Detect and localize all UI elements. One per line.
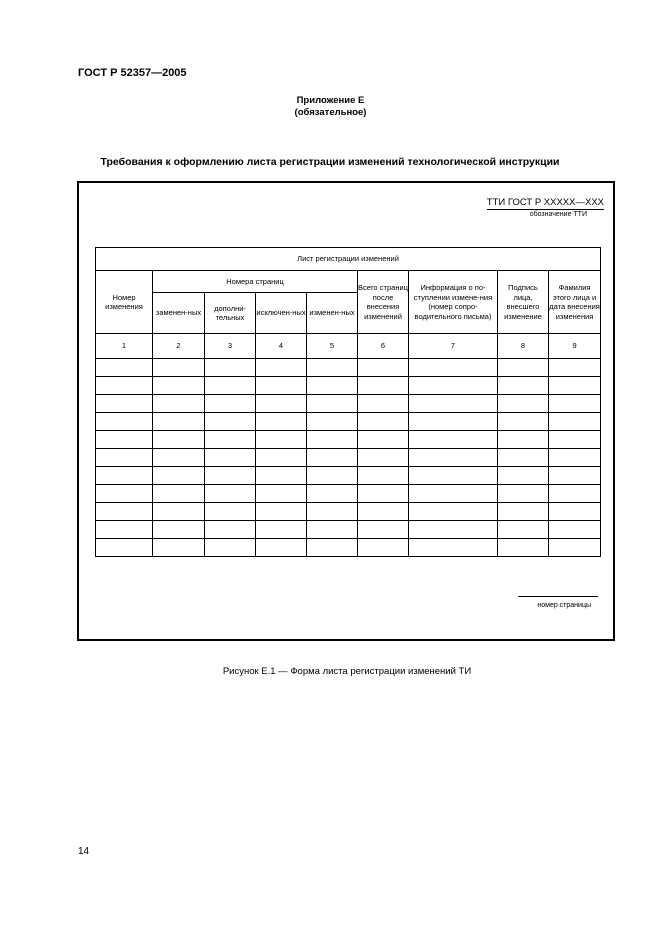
table-cell: [549, 449, 601, 467]
table-cell: [307, 521, 358, 539]
table-cell: [498, 359, 549, 377]
table-cell: [409, 521, 498, 539]
table-cell: [153, 377, 205, 395]
column-number: 8: [498, 334, 549, 359]
table-cell: [549, 359, 601, 377]
table-cell: [307, 539, 358, 557]
document-header: ГОСТ Р 52357—2005: [78, 67, 187, 79]
table-cell: [307, 413, 358, 431]
table-cell: [153, 521, 205, 539]
table-cell: [153, 467, 205, 485]
table-cell: [358, 413, 409, 431]
table-cell: [549, 413, 601, 431]
table-cell: [549, 521, 601, 539]
table-cell: [96, 431, 153, 449]
table-cell: [409, 449, 498, 467]
table-cell: [96, 377, 153, 395]
table-cell: [307, 449, 358, 467]
table-cell: [153, 485, 205, 503]
column-number: 5: [307, 334, 358, 359]
figure-caption: Рисунок Е.1 — Форма листа регистрации изменений ТИ: [222, 666, 472, 677]
table-cell: [358, 467, 409, 485]
column-number: 6: [358, 334, 409, 359]
table-cell: [256, 413, 307, 431]
table-cell: [256, 467, 307, 485]
page-number-caption: номер страницы: [537, 602, 591, 609]
table-cell: [549, 503, 601, 521]
table-cell: [409, 359, 498, 377]
table-cell: [409, 467, 498, 485]
table-cell: [498, 521, 549, 539]
table-cell: [205, 449, 256, 467]
table-row: [96, 467, 601, 485]
table-row: [96, 449, 601, 467]
form-frame: [77, 181, 615, 641]
table-cell: [205, 503, 256, 521]
col-change-number: Номер изменения: [96, 271, 153, 334]
table-row: [96, 377, 601, 395]
column-number: 7: [409, 334, 498, 359]
table-cell: [96, 395, 153, 413]
page-number: 14: [78, 846, 90, 857]
column-number: 1: [96, 334, 153, 359]
table-cell: [153, 503, 205, 521]
table-cell: [307, 359, 358, 377]
table-cell: [153, 449, 205, 467]
col-changed: изменен-ных: [307, 293, 358, 334]
table-cell: [549, 395, 601, 413]
table-cell: [205, 359, 256, 377]
table-cell: [358, 521, 409, 539]
table-row: [96, 395, 601, 413]
table-cell: [307, 395, 358, 413]
table-row: [96, 431, 601, 449]
table-cell: [358, 395, 409, 413]
col-excluded: исключен-ных: [256, 293, 307, 334]
registration-table: [95, 247, 601, 557]
col-info: Информация о по-ступлении измене-ния (номер сопро-водительного письма): [409, 271, 498, 334]
table-cell: [549, 485, 601, 503]
table-cell: [205, 521, 256, 539]
page-number-line: [518, 596, 598, 597]
table-cell: [549, 377, 601, 395]
col-name-date: Фамилия этого лица и дата внесения изменения: [549, 271, 601, 334]
table-cell: [409, 431, 498, 449]
table-cell: [153, 413, 205, 431]
table-cell: [205, 413, 256, 431]
requirements-title: Требования к оформлению листа регистрации изменений технологической инструкции: [100, 156, 560, 168]
table-cell: [256, 449, 307, 467]
col-total-pages: Всего страниц после внесения изменений: [358, 271, 409, 334]
table-cell: [153, 431, 205, 449]
table-cell: [358, 449, 409, 467]
col-signature: Подпись лица, внесшего изменение: [498, 271, 549, 334]
table-cell: [256, 359, 307, 377]
column-number: 4: [256, 334, 307, 359]
table-row: [96, 413, 601, 431]
appendix-title: Приложение Е: [296, 95, 365, 106]
table-cell: [96, 413, 153, 431]
table-cell: [498, 467, 549, 485]
table-cell: [498, 503, 549, 521]
table-cell: [358, 431, 409, 449]
table-cell: [96, 521, 153, 539]
col-pages-group: Номера страниц: [153, 271, 358, 293]
table-cell: [358, 485, 409, 503]
table-cell: [96, 449, 153, 467]
table-cell: [96, 539, 153, 557]
table-cell: [96, 467, 153, 485]
table-cell: [498, 377, 549, 395]
table-title: Лист регистрации изменений: [96, 248, 601, 271]
table-cell: [153, 395, 205, 413]
table-cell: [205, 467, 256, 485]
table-cell: [96, 485, 153, 503]
table-row: [96, 485, 601, 503]
table-cell: [205, 431, 256, 449]
table-cell: [256, 539, 307, 557]
appendix-status: (обязательное): [294, 107, 367, 118]
table-cell: [549, 539, 601, 557]
table-cell: [307, 431, 358, 449]
table-row: [96, 521, 601, 539]
table-cell: [96, 359, 153, 377]
column-number: 2: [153, 334, 205, 359]
table-cell: [409, 395, 498, 413]
table-cell: [409, 413, 498, 431]
col-added: дополни-тельных: [205, 293, 256, 334]
table-cell: [307, 485, 358, 503]
table-cell: [205, 377, 256, 395]
col-replaced: заменен-ных: [153, 293, 205, 334]
table-cell: [358, 503, 409, 521]
table-cell: [256, 521, 307, 539]
table-cell: [498, 413, 549, 431]
table-cell: [409, 485, 498, 503]
table-cell: [307, 467, 358, 485]
table-cell: [549, 467, 601, 485]
table-cell: [409, 539, 498, 557]
table-cell: [205, 395, 256, 413]
table-cell: [358, 539, 409, 557]
table-cell: [96, 503, 153, 521]
column-number: 9: [549, 334, 601, 359]
table-cell: [307, 377, 358, 395]
table-cell: [256, 395, 307, 413]
table-cell: [498, 539, 549, 557]
tti-code: ТТИ ГОСТ Р ХХХХХ—ХХХ: [486, 197, 604, 208]
table-row: [96, 359, 601, 377]
table-cell: [409, 377, 498, 395]
table-cell: [205, 539, 256, 557]
tti-caption: обозначение ТТИ: [529, 211, 587, 218]
column-number: 3: [205, 334, 256, 359]
table-cell: [498, 485, 549, 503]
table-cell: [549, 431, 601, 449]
table-cell: [153, 359, 205, 377]
table-row: [96, 539, 601, 557]
table-cell: [307, 503, 358, 521]
table-row: [96, 503, 601, 521]
table-cell: [256, 377, 307, 395]
table-cell: [498, 449, 549, 467]
table-cell: [498, 395, 549, 413]
table-cell: [205, 485, 256, 503]
table-cell: [153, 539, 205, 557]
table-cell: [256, 503, 307, 521]
table-cell: [256, 485, 307, 503]
table-cell: [358, 377, 409, 395]
table-cell: [498, 431, 549, 449]
table-cell: [256, 431, 307, 449]
table-cell: [409, 503, 498, 521]
table-cell: [358, 359, 409, 377]
